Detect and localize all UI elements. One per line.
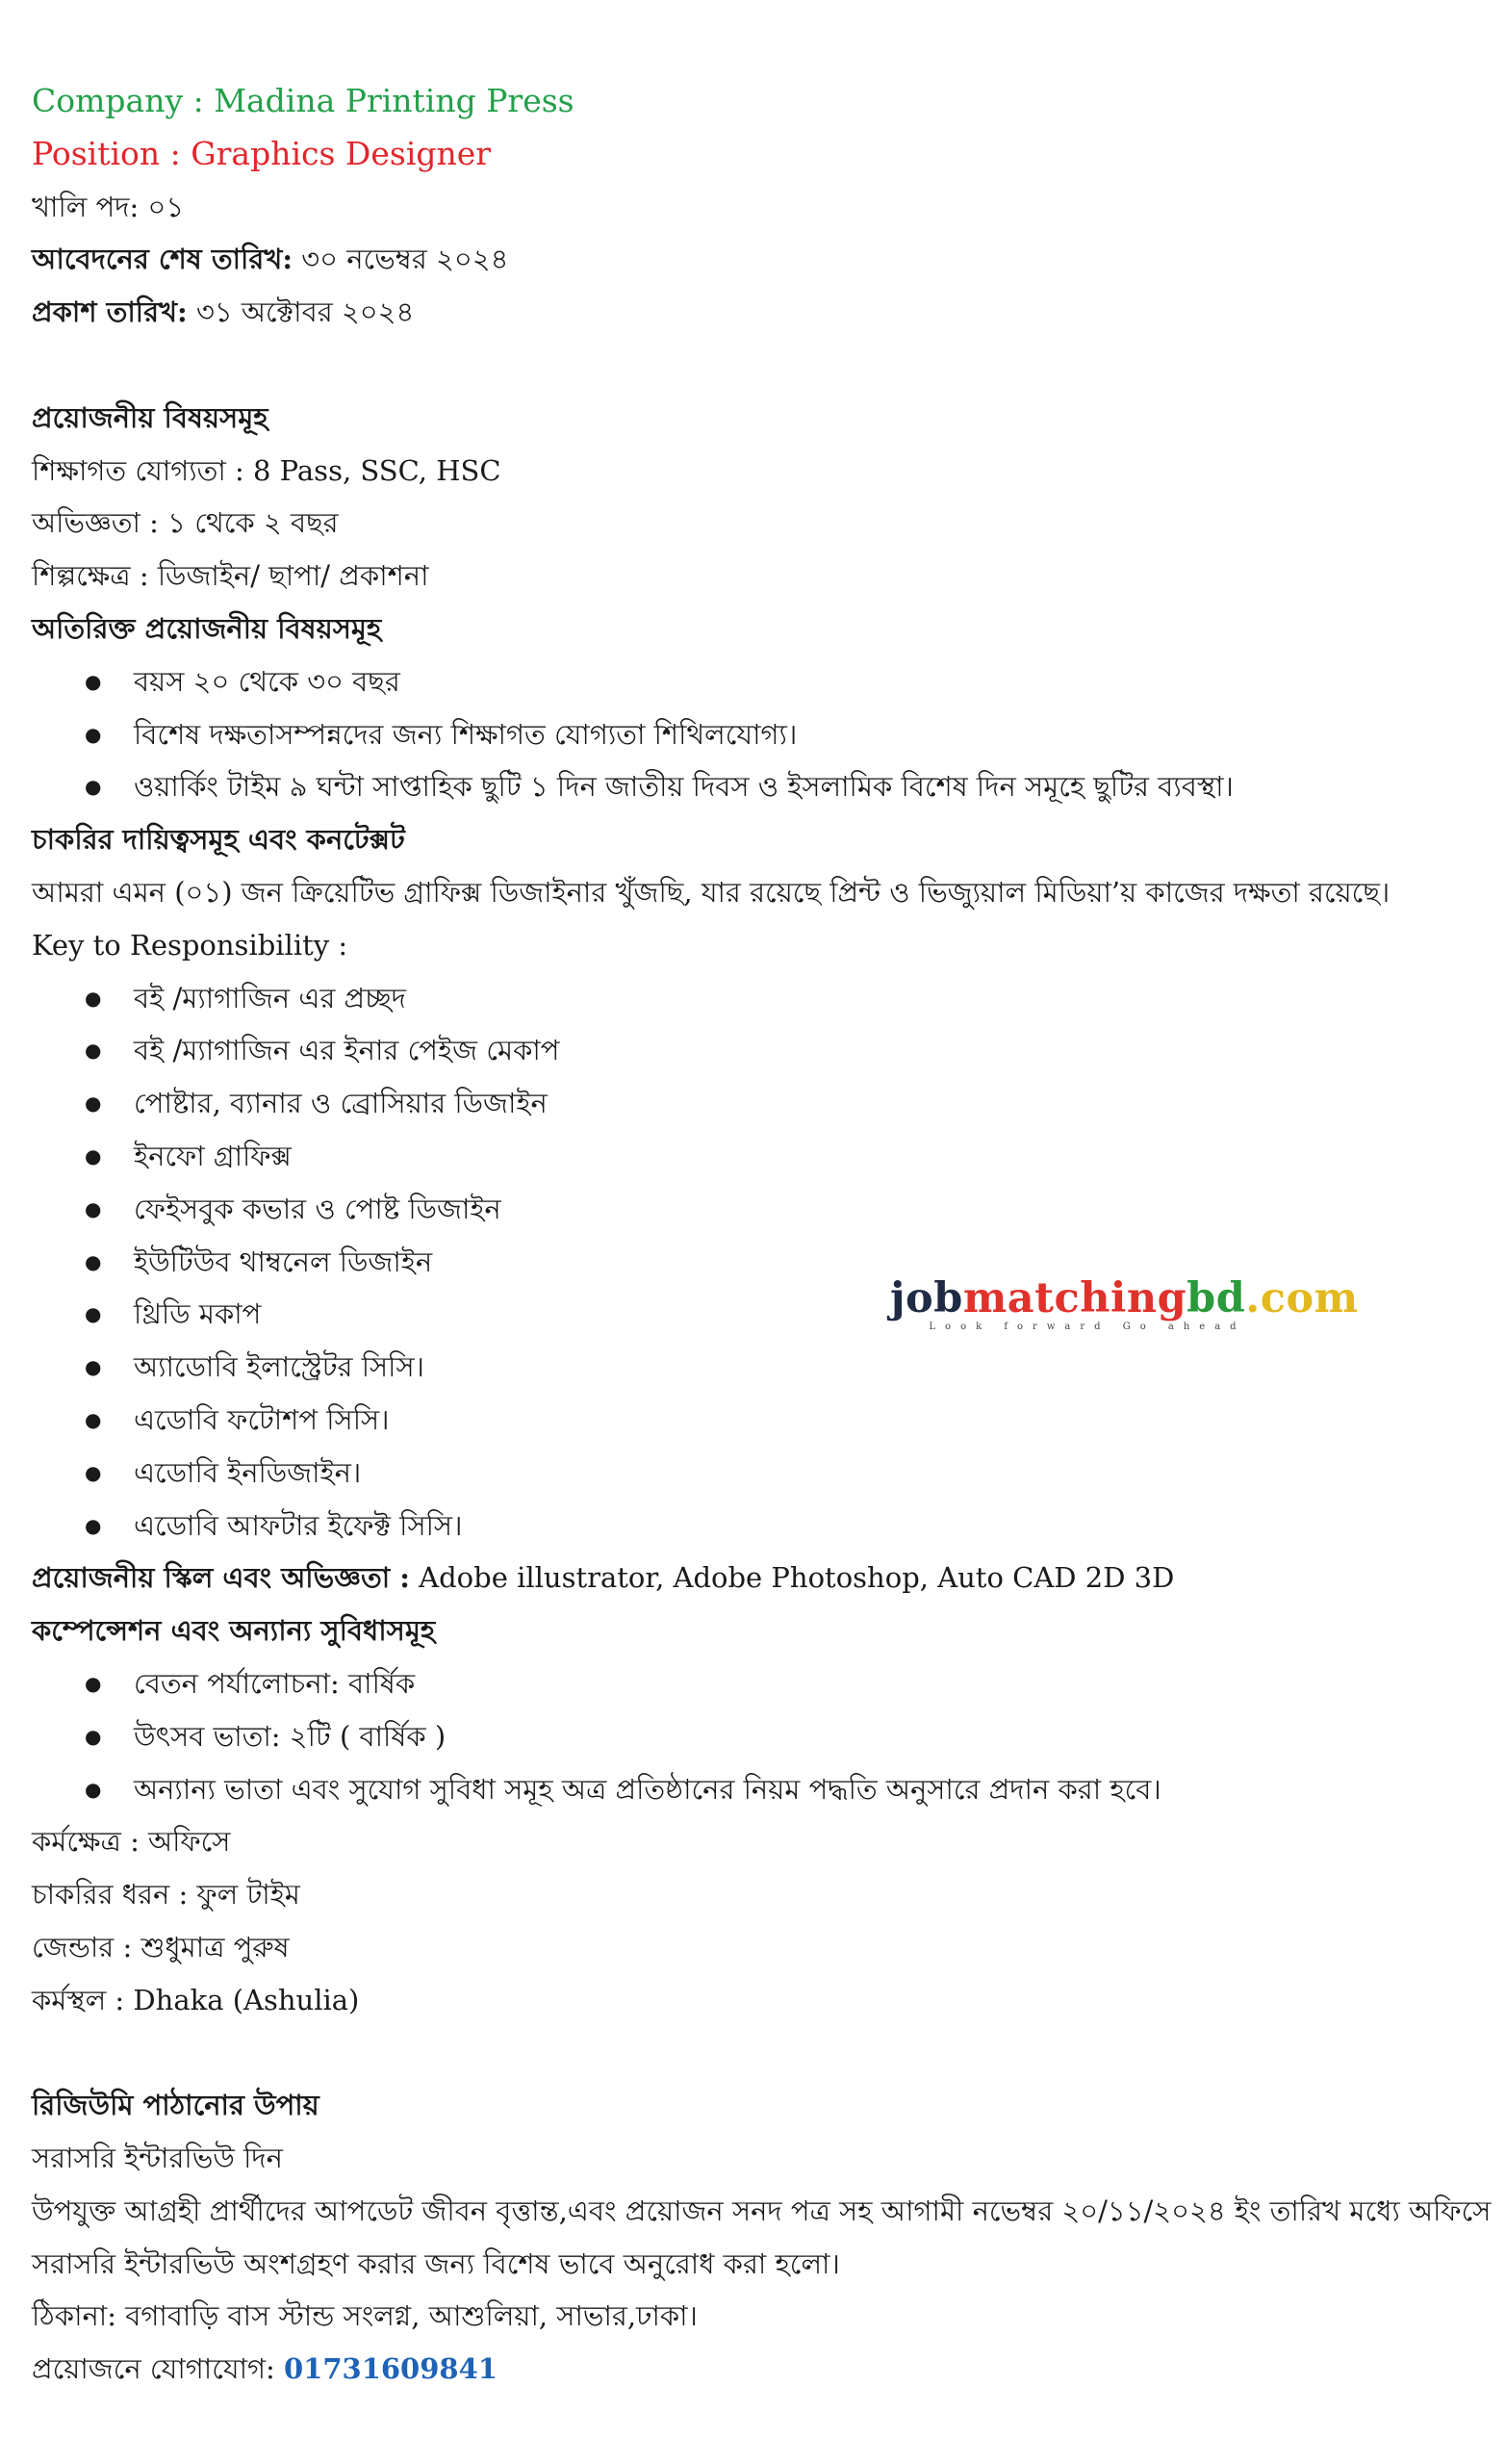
list-item-text: ইউটিউব থাম্বনেল ডিজাইন [134, 1245, 433, 1278]
bullet-icon: ● [85, 1143, 102, 1168]
list-item [32, 1024, 1475, 1077]
list-item-text: থ্রিডি মকাপ [134, 1297, 262, 1331]
contact-label: প্রয়োজনে যোগাযোগ: [32, 2352, 275, 2386]
list-item-text: এডোবি ফটোশপ সিসি। [134, 1402, 390, 1436]
watermark-part: bd [1186, 1274, 1246, 1322]
workplace: কর্মক্ষেত্র : অফিসে [32, 1825, 231, 1859]
deadline-value: ৩০ নভেম্বর ২০২৪ [293, 243, 509, 276]
job-type: চাকরির ধরন : ফুল টাইম [32, 1878, 300, 1912]
watermark-wordmark [890, 1274, 1359, 1322]
additional-heading: অতিরিক্ত প্রয়োজনীয় বিষয়সমূহ [32, 611, 382, 645]
site-watermark-logo [890, 1274, 1359, 1333]
list-item [32, 1394, 1475, 1447]
bullet-icon: ● [85, 669, 102, 693]
list-item [32, 1130, 1475, 1183]
spacer [32, 2026, 1475, 2079]
bullet-icon: ● [85, 1302, 102, 1326]
context-text: আমরা এমন (০১) জন ক্রিয়েটিভ গ্রাফিক্স ডিজাইনার খুঁজছি, যার রয়েছে প্রিন্ট ও ভিজ্যুয়াল মিডিয়া’য় কাজের দক্ষতা রয়েছে। [32, 875, 1390, 909]
list-item-text: উৎসব ভাতা: ২টি ( বার্ষিক ) [134, 1719, 446, 1753]
address: ঠিকানা: বগাবাড়ি বাস স্টান্ড সংলগ্ন, আশুলিয়া, সাভার,ঢাকা। [32, 2299, 698, 2333]
apply-method: সরাসরি ইন্টারভিউ দিন [32, 2142, 283, 2175]
vacancy [32, 181, 1475, 234]
bullet-icon: ● [85, 722, 102, 746]
watermark-part: job [890, 1274, 963, 1322]
list-item [32, 1657, 1475, 1710]
list-item [32, 1077, 1475, 1130]
list-item [32, 1341, 1475, 1394]
bullet-icon: ● [85, 1777, 102, 1801]
contact [32, 2343, 1475, 2396]
list-item [32, 1183, 1475, 1236]
additional-list [32, 655, 1475, 813]
published-label: প্রকাশ তারিখ: [32, 295, 188, 329]
list-item-text: ওয়ার্কিং টাইম ৯ ঘন্টা সাপ্তাহিক ছুটি ১ দিন জাতীয় দিবস ও ইসলামিক বিশেষ দিন সমূহে ছুটির ব্যবস্থা। [134, 770, 1234, 804]
list-item-text: বই /ম্যাগাজিন এর ইনার পেইজ মেকাপ [134, 1034, 560, 1067]
list-item-text: পোষ্টার, ব্যানার ও ব্রোসিয়ার ডিজাইন [134, 1087, 548, 1120]
requirements-heading: প্রয়োজনীয় বিষয়সমূহ [32, 400, 268, 434]
responsibilities-heading: Key to Responsibility : [32, 928, 348, 962]
list-item-text: এডোবি ইনডিজাইন। [134, 1455, 362, 1489]
list-item-text: অ্যাডোবি ইলাস্ট্রেটর সিসি। [134, 1350, 424, 1384]
experience: অভিজ্ঞতা : ১ থেকে ২ বছর [32, 506, 339, 540]
list-item-text: বই /ম্যাগাজিন এর প্রচ্ছদ [134, 981, 406, 1014]
compensation-list [32, 1657, 1475, 1815]
bullet-icon: ● [85, 1513, 102, 1537]
list-item-text: ইনফো গ্রাফিক্স [134, 1139, 292, 1172]
watermark-part: matching [962, 1274, 1187, 1322]
apply-instruction-2: সরাসরি ইন্টারভিউ অংশগ্রহণ করার জন্য বিশেষ ভাবে অনুরোধ করা হলো। [32, 2246, 840, 2280]
list-item-text: ফেইসবুক কভার ও পোষ্ট ডিজাইন [134, 1192, 501, 1225]
skills-label: প্রয়োজনীয় স্কিল এবং অভিজ্ঞতা : [32, 1561, 410, 1595]
list-item [32, 1500, 1475, 1553]
responsibilities-list [32, 972, 1475, 1553]
bullet-icon: ● [85, 1671, 102, 1695]
bullet-icon: ● [85, 1355, 102, 1379]
compensation-heading: কম্পেন্সেশন এবং অন্যান্য সুবিধাসমূহ [32, 1614, 436, 1648]
gender: জেন্ডার : শুধুমাত্র পুরুষ [32, 1930, 290, 1964]
education: শিক্ষাগত যোগ্যতা : 8 Pass, SSC, HSC [32, 453, 501, 487]
bullet-icon: ● [85, 775, 102, 799]
list-item [32, 1447, 1475, 1500]
bullet-icon: ● [85, 1724, 102, 1748]
list-item [32, 1710, 1475, 1763]
bullet-icon: ● [85, 1091, 102, 1116]
deadline-label: আবেদনের শেষ তারিখ: [32, 243, 293, 276]
position-title: Position : Graphics Designer [32, 134, 492, 172]
list-item-text: বয়স ২০ থেকে ৩০ বছর [134, 664, 400, 698]
bullet-icon: ● [85, 1196, 102, 1220]
context-heading: চাকরির দায়িত্বসমূহ এবং কনটেক্সট [32, 823, 405, 857]
skills-value: Adobe illustrator, Adobe Photoshop, Auto CAD 2D 3D [409, 1561, 1175, 1595]
list-item [32, 1763, 1475, 1816]
list-item-text: এডোবি আফটার ইফেক্ট সিসি। [134, 1508, 463, 1542]
spacer [32, 339, 1475, 392]
bullet-icon: ● [85, 1249, 102, 1273]
published-value: ৩১ অক্টোবর ২০২৪ [187, 295, 415, 329]
list-item [32, 760, 1475, 813]
watermark-part: .com [1245, 1274, 1359, 1322]
list-item [32, 708, 1475, 761]
bullet-icon: ● [85, 1460, 102, 1484]
job-post [32, 75, 1492, 2396]
company-name: Company : Madina Printing Press [32, 82, 574, 119]
apply-instruction-1: উপযুক্ত আগ্রহী প্রার্থীদের আপডেট জীবন বৃত্তান্ত,এবং প্রয়োজন সনদ পত্র সহ আগামী নভেম্বর ২০/১১/২০২৪ ইং তারিখ মধ্যে অফিসে [32, 2194, 1492, 2227]
job-location: কর্মস্থল : Dhaka (Ashulia) [32, 1983, 360, 2016]
list-item-text: বেতন পর্যালোচনা: বার্ষিক [134, 1666, 416, 1700]
industry: শিল্পক্ষেত্র : ডিজাইন/ ছাপা/ প্রকাশনা [32, 559, 429, 593]
watermark-tagline: Look forward Go ahead [929, 1322, 1246, 1332]
list-item-text: বিশেষ দক্ষতাসম্পন্নদের জন্য শিক্ষাগত যোগ্যতা শিথিলযোগ্য। [134, 717, 798, 751]
vacancy-label: খালি পদ: [32, 190, 140, 223]
list-item [32, 655, 1475, 708]
deadline [32, 233, 1475, 286]
bullet-icon: ● [85, 986, 102, 1010]
vacancy-value: ০১ [139, 190, 185, 223]
apply-heading: রিজিউমি পাঠানোর উপায় [32, 2089, 319, 2122]
bullet-icon: ● [85, 1039, 102, 1063]
bullet-icon: ● [85, 1407, 102, 1431]
list-item [32, 972, 1475, 1025]
contact-phone[interactable]: 01731609841 [283, 2352, 497, 2386]
list-item-text: অন্যান্য ভাতা এবং সুযোগ সুবিধা সমূহ অত্র প্রতিষ্ঠানের নিয়ম পদ্ধতি অনুসারে প্রদান করা হবে। [134, 1772, 1161, 1806]
published-date [32, 286, 1475, 339]
skills [32, 1552, 1475, 1604]
